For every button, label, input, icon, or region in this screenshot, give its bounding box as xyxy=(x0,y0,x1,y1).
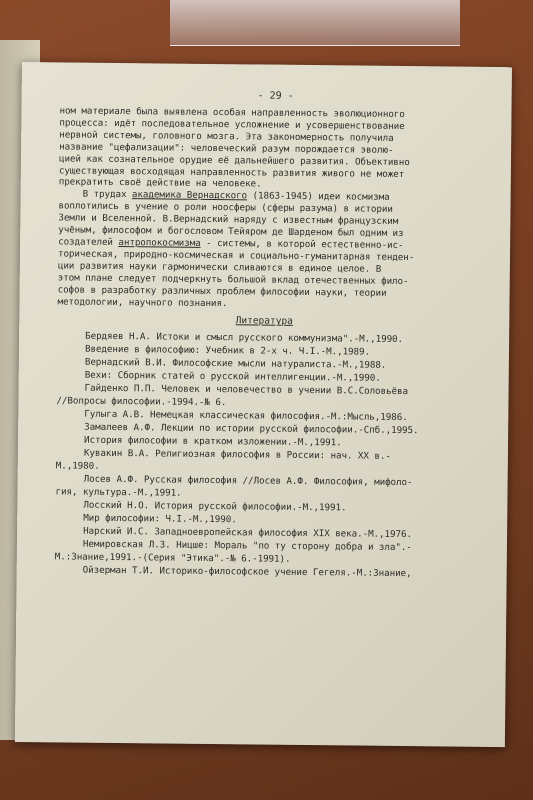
reference-line: Немировская Л.З. Ницше: Мораль "по ту сторону добра и зла".- xyxy=(82,539,412,554)
reference-line: Мир философии: Ч.I.-М.,1990. xyxy=(83,513,237,526)
reference-line: Бердяев Н.А. Истоки и смысл русского коммунизма".-М.,1990. xyxy=(85,331,404,346)
text-line: методологии, научного познания. xyxy=(57,295,228,309)
text-line: софов в разработку различных проблем философии науки, теории xyxy=(57,283,387,299)
text-line: этом плане следует подчеркнуть большой вклад отечественных фило- xyxy=(57,272,409,287)
literature-heading: Литература xyxy=(235,315,293,328)
reference-line: Кувакин В.А. Религиозная философия в России: нач. XX в.- xyxy=(83,448,391,463)
reference-line: Введение в философию: Учебник в 2-х ч. Ч.I.-М.,1989. xyxy=(84,344,371,359)
text-line: прекратить своё действие на человеке. xyxy=(58,176,262,190)
reference-line: Лосев А.Ф. Русская философия //Лосев А.Ф. Философия, мифоло- xyxy=(83,474,413,489)
reference-line: М.:Знание,1991.-(Серия "Этика".-№ 6.-1991). xyxy=(54,551,291,566)
text-line: Земли и Вселенной. В.Вернадский наряду с известным французским xyxy=(58,212,399,228)
reference-list xyxy=(17,329,510,581)
reference-line: Вернадский В.И. Философские мысли натуралиста.-М.,1988. xyxy=(84,357,387,372)
text-line: существующая восходящая направленность развития живого не может xyxy=(58,164,405,180)
main-text xyxy=(19,105,511,313)
reference-line: Нарский И.С. Западноевропейская философия XIX века.-М.,1976. xyxy=(83,526,413,541)
reference-line: //Вопросы философии.-1994.-№ 6. xyxy=(56,395,227,409)
plastic-sleeve xyxy=(170,0,460,46)
reference-line: гия, культура.-М.,1991. xyxy=(55,486,182,500)
text-span: - системы, в которой естественно-ис- xyxy=(200,237,404,251)
reference-line: Ойзерман Т.И. Историко-философское учение Гегеля.-М.:Знание, xyxy=(82,565,412,580)
text-span: создателей xyxy=(58,236,119,248)
text-line: название "цефализации": человеческий разум порождается эволю- xyxy=(59,141,394,156)
underlined-term: академика Вернадского xyxy=(131,189,248,202)
reference-line: Вехи: Сборник статей о русской интеллигенции.-М.,1990. xyxy=(84,370,381,385)
text-line: ном материале была выявлена особая направленность эволюционного xyxy=(59,105,405,121)
text-line: воплотились в учение о роли ноосферы (сферы разума) в истории xyxy=(58,200,393,216)
reference-line: История философии в кратком изложении.-М.,1991. xyxy=(83,435,342,449)
text-span: В трудах xyxy=(82,188,133,201)
reference-line: Замалеев А.Ф. Лекции по истории русской философии.-Спб.,1995. xyxy=(84,422,419,437)
text-line: процесса: идёт последовательное усложнение и усовершенствование xyxy=(59,117,405,132)
text-line: ции развития науки гармонически сливаются в единое целое. В xyxy=(57,260,382,275)
paragraph-cefalization xyxy=(59,105,486,193)
page-number: - 29 - xyxy=(257,90,294,102)
text-span: (1863-1945) идеи космизма xyxy=(247,190,390,204)
reference-line: Гулыга А.В. Немецкая классическая философия.-М.:Мысль,1986. xyxy=(84,409,408,424)
reference-line: М.,1980. xyxy=(55,460,100,473)
reference-line: Лосский Н.О. История русской философии.-М.,1991. xyxy=(83,500,347,514)
text-line: цией как сознательное орудие её дальнейшего развития. Объективно xyxy=(58,153,410,168)
text-line: нервной системы, головного мозга. Эта закономерность получила xyxy=(59,129,394,144)
paragraph-continuation xyxy=(57,248,484,312)
document-page xyxy=(15,62,512,747)
reference-line: Гайденко П.П. Человек и человечество в учении В.С.Соловьёва xyxy=(84,383,409,398)
underlined-term: антропокосмизма xyxy=(118,236,201,249)
paragraph-vernadsky xyxy=(57,189,484,313)
text-line: торическая, природно-космическая и социально-гуманитарная тенден- xyxy=(57,248,415,263)
text-line: учёным, философом и богословом Тейяром де Шарденом был одним из xyxy=(58,224,404,240)
